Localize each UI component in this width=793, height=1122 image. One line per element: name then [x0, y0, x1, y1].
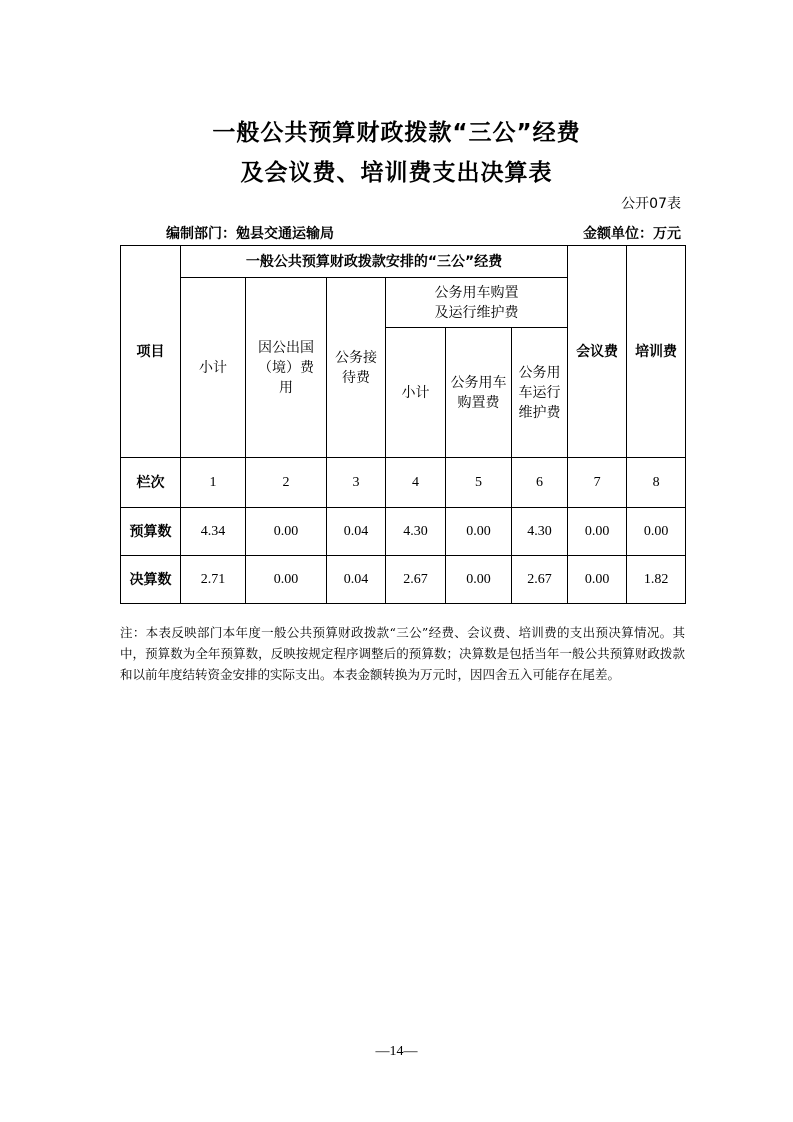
compiling-unit: 编制部门：勉县交通运输局	[166, 226, 334, 242]
row-label: 决算数	[121, 556, 181, 604]
cell: 4.30	[512, 508, 568, 556]
header-abroad: 因公出国（境）费用	[246, 278, 327, 458]
header-training: 培训费	[627, 246, 686, 458]
cell: 4.34	[181, 508, 246, 556]
header-vehicle-subtotal: 小计	[386, 328, 446, 458]
cell: 3	[327, 458, 386, 508]
cell: 0.00	[446, 508, 512, 556]
page-number: —14—	[375, 1044, 418, 1059]
cell: 0.04	[327, 508, 386, 556]
header-reception: 公务接待费	[327, 278, 386, 458]
cell: 0.04	[327, 556, 386, 604]
cell: 1.82	[627, 556, 686, 604]
amount-unit: 金额单位：万元	[583, 226, 681, 242]
cell: 6	[512, 458, 568, 508]
table-row	[121, 508, 686, 556]
cell: 2.71	[181, 556, 246, 604]
header-meeting: 会议费	[568, 246, 627, 458]
row-label: 栏次	[121, 458, 181, 508]
header-three-public-group: 一般公共预算财政拨款安排的“三公”经费	[181, 246, 568, 278]
row-label: 预算数	[121, 508, 181, 556]
cell: 2.67	[386, 556, 446, 604]
page-title-line2: 及会议费、培训费支出决算表	[240, 160, 553, 186]
cell: 2.67	[512, 556, 568, 604]
cell: 0.00	[568, 556, 627, 604]
cell: 0.00	[627, 508, 686, 556]
table-row	[121, 458, 686, 508]
cell: 0.00	[446, 556, 512, 604]
cell: 5	[446, 458, 512, 508]
header-item: 项目	[121, 246, 181, 458]
table-row	[121, 556, 686, 604]
cell: 0.00	[246, 508, 327, 556]
table-note: 注：本表反映部门本年度一般公共预算财政拨款“三公”经费、会议费、培训费的支出预决算情况。其中，预算数为全年预算数，反映按规定程序调整后的预算数；决算数是包括当年一般公共预算财政拨款和以前年度结转资金安排的实际支出。本表金额转换为万元时，因四舍五入可能存在尾差。	[120, 625, 685, 682]
page-title-line1: 一般公共预算财政拨款“三公”经费	[212, 120, 581, 146]
expense-table	[120, 245, 686, 604]
cell: 7	[568, 458, 627, 508]
cell: 2	[246, 458, 327, 508]
form-id: 公开07表	[621, 196, 681, 212]
header-vehicle-group: 公务用车购置及运行维护费	[386, 278, 568, 328]
cell: 0.00	[568, 508, 627, 556]
cell: 8	[627, 458, 686, 508]
header-vehicle-maintenance: 公务用车运行维护费	[512, 328, 568, 458]
cell: 0.00	[246, 556, 327, 604]
table-meta	[166, 223, 681, 243]
cell: 4	[386, 458, 446, 508]
header-vehicle-purchase: 公务用车购置费	[446, 328, 512, 458]
header-subtotal: 小计	[181, 278, 246, 458]
cell: 4.30	[386, 508, 446, 556]
cell: 1	[181, 458, 246, 508]
